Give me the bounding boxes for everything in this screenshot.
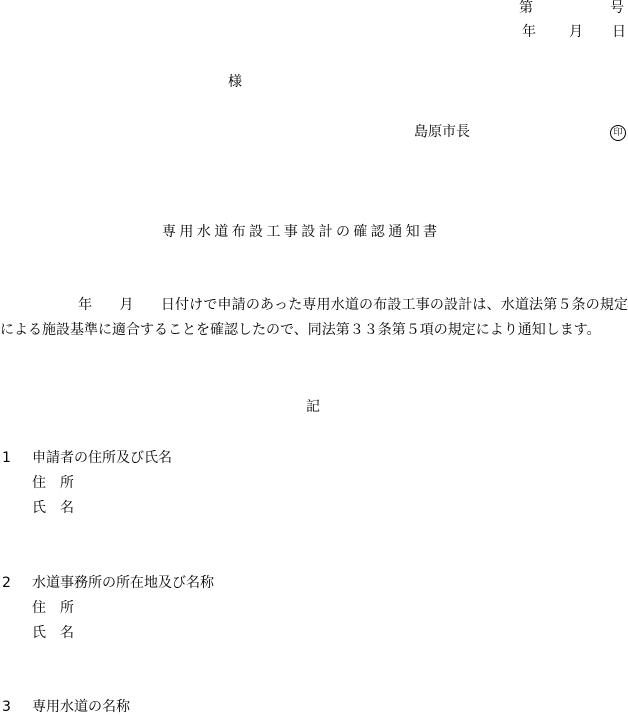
body-paragraph bbox=[0, 293, 628, 343]
item-2-name-label: 氏 名 bbox=[32, 625, 74, 641]
document-title: 専用水道布設工事設計の確認通知書 bbox=[162, 224, 441, 240]
item-3-label: 専用水道の名称 bbox=[32, 699, 130, 715]
item-1-address-label: 住 所 bbox=[32, 475, 74, 491]
date-month: 月 bbox=[569, 24, 583, 40]
item-2-label: 水道事務所の所在地及び名称 bbox=[32, 575, 214, 591]
issuer-name: 島原市長 bbox=[414, 124, 470, 140]
date-year: 年 bbox=[522, 24, 536, 40]
addressee-honorific: 様 bbox=[228, 74, 242, 90]
body-text: 日付けで申請のあった専用水道の布設工事の設計は、水道法第５条の規定による施設基準に適合することを確認したので、同法第３３条第５項の規定により通知します。 bbox=[0, 297, 628, 338]
number-prefix: 第 bbox=[519, 0, 533, 16]
ki-heading: 記 bbox=[306, 399, 320, 415]
seal-mark bbox=[610, 123, 626, 141]
item-1-number: 1 bbox=[2, 450, 11, 466]
item-2-number: 2 bbox=[2, 575, 11, 591]
body-date-year: 年 bbox=[78, 297, 93, 313]
body-date-month: 月 bbox=[119, 297, 134, 313]
item-1-label: 申請者の住所及び氏名 bbox=[32, 450, 172, 466]
item-3-number: 3 bbox=[2, 699, 11, 715]
seal-glyph: 印 bbox=[610, 125, 626, 141]
item-1-name-label: 氏 名 bbox=[32, 500, 74, 516]
item-2-address-label: 住 所 bbox=[32, 600, 74, 616]
date-day: 日 bbox=[612, 24, 626, 40]
number-suffix: 号 bbox=[610, 0, 624, 16]
